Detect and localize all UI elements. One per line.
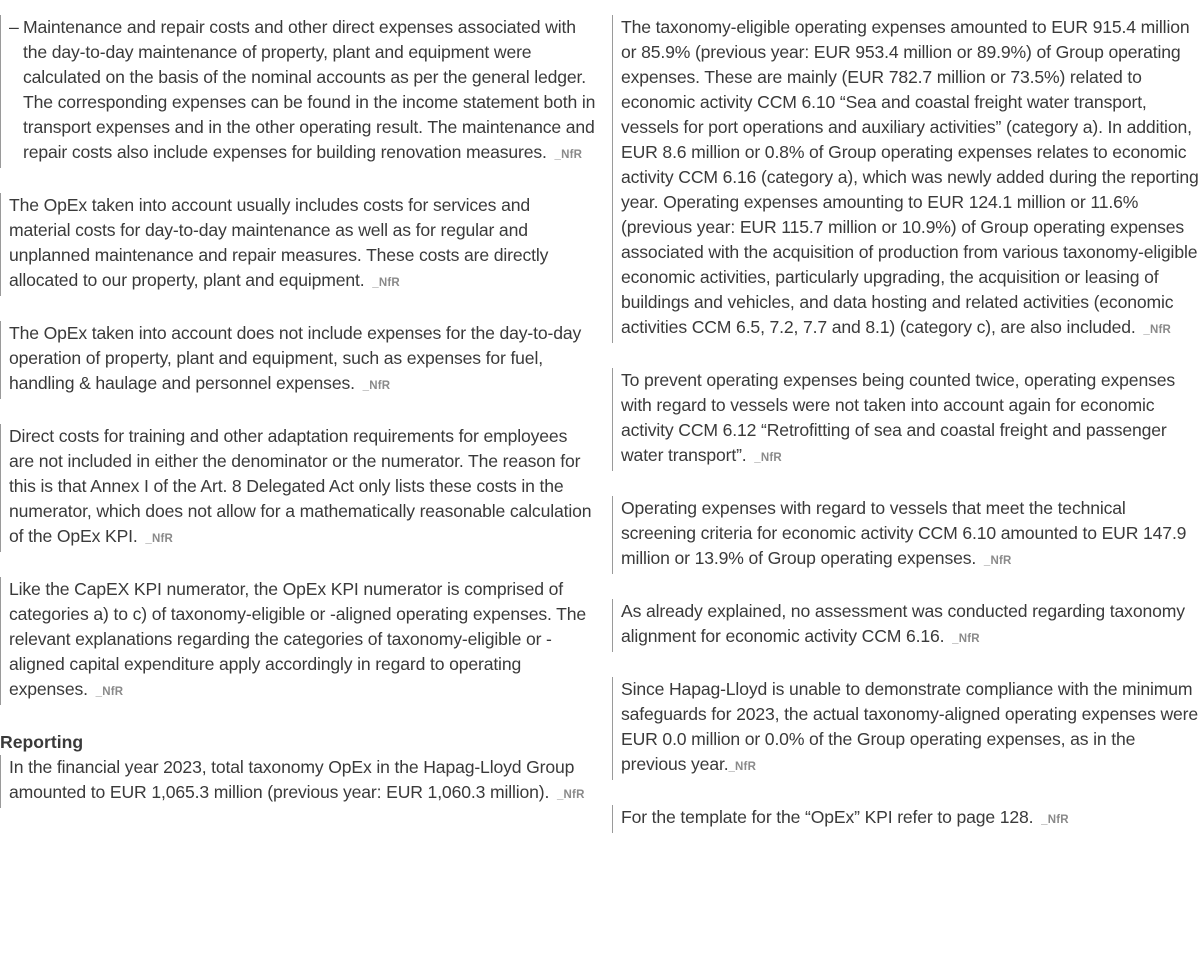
paragraph-text: Direct costs for training and other adaptation requirements for employees are not included in either the denominator or the numerator. The reason for this is that Annex I of the Art. 8 Delegated Act only lists these costs in the numerator, which does not allow for a mathematically reasonable calculation of the OpEx KPI.: [9, 426, 592, 546]
nfr-tag: _NfR: [372, 277, 400, 289]
paragraph-double-counting: [612, 368, 1202, 471]
paragraph-text: In the financial year 2023, total taxonomy OpEx in the Hapag-Lloyd Group amounted to EUR 1,065.3 million (previous year: EUR 1,060.3 million).: [9, 757, 575, 802]
bullet-dash: –: [9, 17, 19, 37]
nfr-tag: _NfR: [554, 149, 583, 161]
paragraph-reporting-total: [0, 755, 596, 808]
bullet-text: Maintenance and repair costs and other direct expenses associated with the day-to-day maintenance of property, plant and equipment were calculated on the basis of the nominal accounts as per the general ledger. The corresponding expenses can be found in the income statement both in transport expenses and in the other operating result. The maintenance and repair costs also include expenses for building renovation measures.: [23, 17, 596, 162]
bullet-text-wrapper: [23, 15, 596, 168]
nfr-tag: _NfR: [754, 452, 782, 464]
paragraph-text: To prevent operating expenses being counted twice, operating expenses with regard to vessels were not taken into account again for economic activity CCM 6.12 “Retrofitting of sea and coastal freight and passenger water transport”.: [621, 370, 1176, 465]
nfr-tag: _NfR: [145, 533, 174, 545]
nfr-tag: _NfR: [952, 633, 980, 645]
nfr-tag: _NfR: [95, 686, 124, 698]
paragraph-text: Operating expenses with regard to vessels that meet the technical screening criteria for economic activity CCM 6.10 amounted to EUR 147.9 million or 13.9% of Group operating expenses.: [621, 498, 1187, 568]
right-column: [612, 15, 1202, 833]
paragraph-text: For the template for the “OpEx” KPI refer to page 128.: [621, 807, 1034, 827]
paragraph-text: The OpEx taken into account usually includes costs for services and material costs for day-to-day maintenance as well as for regular and unplanned maintenance and repair measures. These costs are directly allocated to our property, plant and equipment.: [9, 195, 549, 290]
paragraph-text: The taxonomy-eligible operating expenses amounted to EUR 915.4 million or 85.9% (previous year: EUR 953.4 million or 89.9%) of Group operating expenses. These are mainly (EUR 782.7 million or 73.5%) related to economic activity CCM 6.10 “Sea and coastal freight water transport, vessels for port operations and auxiliary activities” (category a). In addition, EUR 8.6 million or 0.8% of Group operating expenses relates to economic activity CCM 6.16 (category a), which was newly added during the reporting year. Operating expenses amounting to EUR 124.1 million or 11.6% (previous year: EUR 115.7 million or 10.9%) of Group operating expenses associated with the acquisition of production from various taxonomy-eligible economic activities, particularly upgrading, the acquisition or leasing of buildings and vehicles, and data hosting and related activities (economic activities CCM 6.5, 7.2, 7.7 and 8.1) (category c), are also included.: [621, 17, 1199, 337]
paragraph-eligible-opex: [612, 15, 1202, 343]
paragraph-training-costs: [0, 424, 596, 552]
paragraph-text: Since Hapag-Lloyd is unable to demonstrate compliance with the minimum safeguards for 2023, the actual taxonomy-aligned operating expenses were EUR 0.0 million or 0.0% of the Group operating expenses, as in the previous year.: [621, 679, 1199, 774]
paragraph-kpi-numerator: [0, 577, 596, 705]
bullet-paragraph-maintenance: [0, 15, 596, 168]
nfr-tag: _NfR: [983, 555, 1012, 567]
nfr-tag: _NfR: [728, 761, 757, 773]
paragraph-text: The OpEx taken into account does not include expenses for the day-to-day operation of property, plant and equipment, such as expenses for fuel, handling & haulage and personnel expenses.: [9, 323, 582, 393]
paragraph-no-assessment: [612, 599, 1202, 652]
reporting-heading: Reporting: [0, 732, 84, 752]
nfr-tag: _NfR: [362, 380, 391, 392]
paragraph-opex-included-costs: [0, 193, 596, 296]
left-column: [0, 15, 596, 808]
nfr-tag: _NfR: [1143, 324, 1172, 336]
paragraph-technical-screening: [612, 496, 1202, 574]
paragraph-template-reference: [612, 805, 1202, 833]
paragraph-text: Like the CapEX KPI numerator, the OpEx KPI numerator is comprised of categories a) to c) of taxonomy-eligible or -aligned operating expenses. The relevant explanations regarding the categories of taxonomy-eligible or -aligned capital expenditure apply accordingly in regard to operating expenses.: [9, 579, 587, 699]
paragraph-text: As already explained, no assessment was conducted regarding taxonomy alignment for economic activity CCM 6.16.: [621, 601, 1185, 646]
nfr-tag: _NfR: [1041, 814, 1069, 826]
paragraph-minimum-safeguards: [612, 677, 1202, 780]
nfr-tag: _NfR: [556, 789, 585, 801]
paragraph-opex-excluded-costs: [0, 321, 596, 399]
